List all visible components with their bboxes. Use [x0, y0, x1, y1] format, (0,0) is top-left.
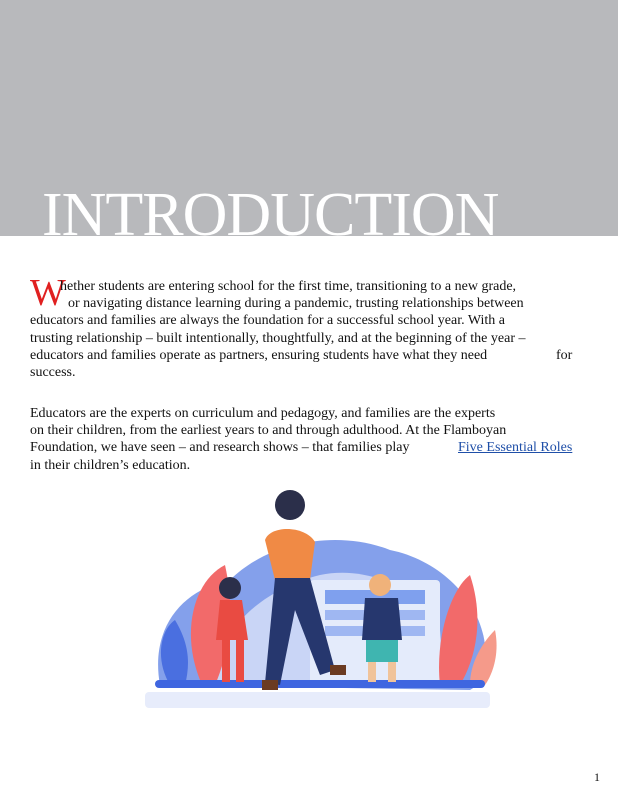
intro-line: trusting relationship – built intentionally, thoughtfully, and at the beginning of the year – [30, 330, 526, 346]
roles-line [30, 439, 590, 456]
roles-line: Educators are the experts on curriculum and pedagogy, and families are the experts [30, 406, 496, 421]
roles-line: on their children, from the earliest years to and through adulthood. At the Flamboyan [30, 423, 507, 439]
roles-line-text: Foundation, we have seen – and research shows – that families play [30, 440, 410, 456]
five-essential-roles-link[interactable]: Five Essential Roles [458, 440, 573, 456]
drop-cap: W [30, 272, 66, 314]
intro-line: success. [30, 364, 76, 380]
family-walking-illustration [140, 480, 500, 715]
intro-line-text: educators and families operate as partners, ensuring students have what they need [30, 347, 488, 363]
intro-line [30, 347, 590, 364]
intro-line-end-word: for [556, 347, 573, 363]
roles-line: in their children’s education. [30, 457, 191, 473]
intro-paragraph [30, 278, 590, 381]
intro-line: hether students are entering school for the first time, transitioning to a new grade, [60, 279, 517, 294]
roles-paragraph [30, 405, 590, 474]
page-title: INTRODUCTION [42, 181, 499, 249]
intro-line: or navigating distance learning during a pandemic, trusting relationships between [68, 296, 524, 312]
intro-line: educators and families are always the foundation for a successful school year. With a [30, 313, 506, 329]
page-number: 1 [594, 770, 600, 784]
